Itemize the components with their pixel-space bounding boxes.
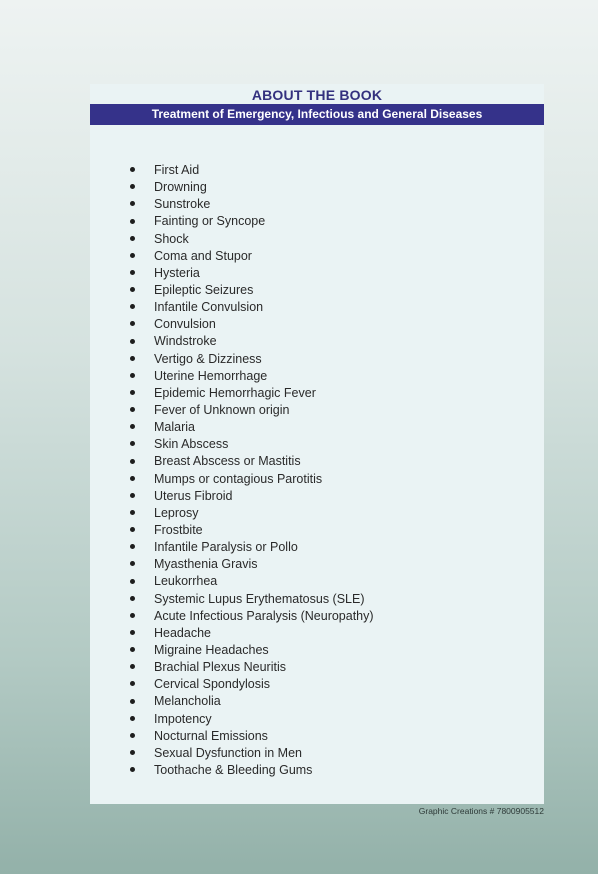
list-item	[130, 659, 374, 676]
bullet-icon	[130, 596, 135, 601]
bullet-icon	[130, 681, 135, 686]
bullet-icon	[130, 407, 135, 412]
list-item-label: Shock	[154, 231, 189, 246]
list-item	[130, 505, 374, 522]
list-item	[130, 385, 374, 402]
bullet-icon	[130, 664, 135, 669]
list-item-label: Impotency	[154, 711, 212, 726]
list-item	[130, 231, 374, 248]
list-item	[130, 728, 374, 745]
list-item-label: Breast Abscess or Mastitis	[154, 454, 301, 469]
bullet-icon	[130, 184, 135, 189]
list-item	[130, 179, 374, 196]
bullet-icon	[130, 647, 135, 652]
bullet-icon	[130, 767, 135, 772]
page-title: ABOUT THE BOOK	[251, 87, 383, 103]
list-item-label: Infantile Paralysis or Pollo	[154, 540, 298, 555]
list-item	[130, 711, 374, 728]
subtitle-banner: Treatment of Emergency, Infectious and General Diseases	[90, 104, 544, 125]
bullet-icon	[130, 356, 135, 361]
bullet-icon	[130, 630, 135, 635]
list-item	[130, 351, 374, 368]
bullet-icon	[130, 510, 135, 515]
list-item	[130, 591, 374, 608]
bullet-icon	[130, 750, 135, 755]
list-item	[130, 265, 374, 282]
list-item	[130, 693, 374, 710]
list-item	[130, 368, 374, 385]
bullet-icon	[130, 493, 135, 498]
bullet-icon	[130, 253, 135, 258]
list-item	[130, 196, 374, 213]
bullet-icon	[130, 339, 135, 344]
bullet-icon	[130, 613, 135, 618]
list-item-label: Headache	[154, 625, 211, 640]
list-item-label: Sunstroke	[154, 197, 211, 212]
list-item-label: Coma and Stupor	[154, 248, 252, 263]
list-item-label: Convulsion	[154, 317, 216, 332]
bullet-icon	[130, 699, 135, 704]
list-item-label: Sexual Dysfunction in Men	[154, 745, 302, 760]
list-item-label: Fainting or Syncope	[154, 214, 266, 229]
bullet-icon	[130, 544, 135, 549]
bullet-icon	[130, 373, 135, 378]
list-item	[130, 333, 374, 350]
list-item	[130, 676, 374, 693]
bullet-icon	[130, 167, 135, 172]
bullet-icon	[130, 219, 135, 224]
footer-credit: Graphic Creations # 7800905512	[418, 806, 544, 816]
bullet-icon	[130, 716, 135, 721]
list-item	[130, 608, 374, 625]
bullet-icon	[130, 476, 135, 481]
list-item	[130, 299, 374, 316]
list-item	[130, 162, 374, 179]
list-item-label: Frostbite	[154, 522, 203, 537]
bullet-icon	[130, 441, 135, 446]
list-item	[130, 745, 374, 762]
list-item	[130, 573, 374, 590]
list-item-label: Uterine Hemorrhage	[154, 368, 268, 383]
list-item	[130, 522, 374, 539]
bullet-icon	[130, 287, 135, 292]
list-item	[130, 539, 374, 556]
list-item	[130, 248, 374, 265]
list-item	[130, 213, 374, 230]
list-item-label: Brachial Plexus Neuritis	[154, 660, 286, 675]
topic-list	[130, 162, 374, 779]
list-item	[130, 402, 374, 419]
bullet-icon	[130, 459, 135, 464]
list-item-label: Myasthenia Gravis	[154, 557, 258, 572]
list-item	[130, 436, 374, 453]
bullet-icon	[130, 733, 135, 738]
list-item-label: Drowning	[154, 180, 207, 195]
bullet-icon	[130, 390, 135, 395]
list-item	[130, 762, 374, 779]
list-item-label: Leukorrhea	[154, 574, 218, 589]
list-item	[130, 625, 374, 642]
bullet-icon	[130, 579, 135, 584]
list-item	[130, 471, 374, 488]
list-item-label: Melancholia	[154, 694, 221, 709]
list-item-label: Malaria	[154, 420, 195, 435]
list-item-label: Windstroke	[154, 334, 217, 349]
list-item-label: Cervical Spondylosis	[154, 677, 271, 692]
list-item-label: Fever of Unknown origin	[154, 402, 290, 417]
list-item-label: Nocturnal Emissions	[154, 728, 268, 743]
list-item-label: Vertigo & Dizziness	[154, 351, 262, 366]
list-item-label: Epidemic Hemorrhagic Fever	[154, 385, 316, 400]
list-item	[130, 488, 374, 505]
list-item	[130, 556, 374, 573]
list-item-label: Systemic Lupus Erythematosus (SLE)	[154, 591, 365, 606]
list-item-label: Skin Abscess	[154, 437, 229, 452]
list-item-label: Infantile Convulsion	[154, 300, 264, 315]
bullet-icon	[130, 321, 135, 326]
list-item	[130, 316, 374, 333]
bullet-icon	[130, 561, 135, 566]
list-item-label: Hysteria	[154, 265, 200, 280]
list-item-label: Leprosy	[154, 505, 199, 520]
bullet-icon	[130, 236, 135, 241]
list-item-label: Uterus Fibroid	[154, 488, 233, 503]
about-book-panel	[90, 84, 544, 804]
list-item-label: Acute Infectious Paralysis (Neuropathy)	[154, 608, 374, 623]
list-item-label: Mumps or contagious Parotitis	[154, 471, 323, 486]
list-item-label: Epileptic Seizures	[154, 282, 254, 297]
list-item	[130, 419, 374, 436]
list-item-label: Toothache & Bleeding Gums	[154, 762, 313, 777]
list-item-label: Migraine Headaches	[154, 642, 269, 657]
bullet-icon	[130, 270, 135, 275]
list-item	[130, 642, 374, 659]
list-item	[130, 453, 374, 470]
bullet-icon	[130, 527, 135, 532]
list-item	[130, 282, 374, 299]
bullet-icon	[130, 304, 135, 309]
bullet-icon	[130, 201, 135, 206]
list-item-label: First Aid	[154, 163, 200, 177]
bullet-icon	[130, 424, 135, 429]
